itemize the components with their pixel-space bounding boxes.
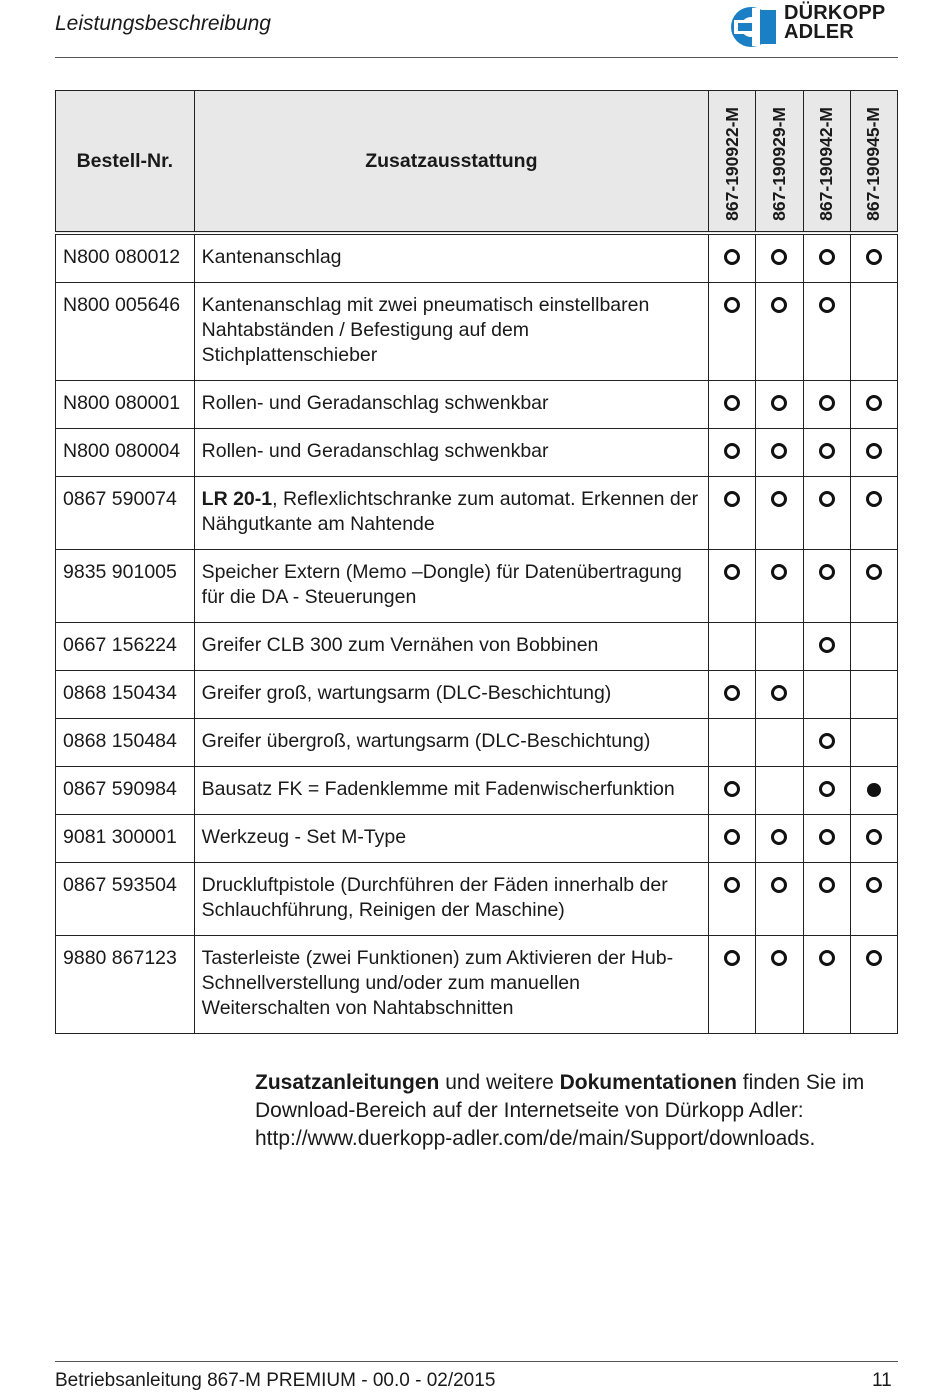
- equipment-description: [194, 671, 708, 719]
- table-row: [56, 477, 898, 550]
- description-text: , Reflexlichtschranke zum automat. Erkennen der Nähgutkante am Nahtende: [201, 488, 699, 535]
- description-text: Werkzeug - Set M-Type: [201, 826, 407, 848]
- availability-cell: [709, 381, 756, 429]
- order-number: 0868 150484: [56, 719, 195, 767]
- optional-ring-icon: [866, 877, 882, 893]
- optional-ring-icon: [771, 443, 787, 459]
- availability-cell: [803, 815, 850, 863]
- availability-cell: [850, 477, 897, 550]
- order-number: 9081 300001: [56, 815, 195, 863]
- table-header-row: [56, 91, 898, 234]
- availability-cell: [803, 233, 850, 283]
- order-number: 0868 150434: [56, 671, 195, 719]
- optional-ring-icon: [771, 564, 787, 580]
- optional-ring-icon: [866, 829, 882, 845]
- availability-cell: [756, 671, 803, 719]
- optional-ring-icon: [819, 249, 835, 265]
- availability-cell: [709, 719, 756, 767]
- optional-ring-icon: [819, 564, 835, 580]
- header-variant: [709, 91, 756, 234]
- optional-ring-icon: [724, 297, 740, 313]
- optional-ring-icon: [724, 564, 740, 580]
- order-number: N800 080012: [56, 233, 195, 283]
- availability-cell: [709, 550, 756, 623]
- equipment-description: [194, 936, 708, 1034]
- description-text: Speicher Extern (Memo –Dongle) für Datenübertragung für die DA - Steuerungen: [201, 561, 682, 608]
- header-variant: [756, 91, 803, 234]
- availability-cell: [803, 719, 850, 767]
- optional-ring-icon: [819, 297, 835, 313]
- table-row: [56, 936, 898, 1034]
- order-number: 0667 156224: [56, 623, 195, 671]
- availability-cell: [756, 429, 803, 477]
- equipment-description: [194, 767, 708, 815]
- optional-ring-icon: [724, 685, 740, 701]
- availability-cell: [709, 283, 756, 381]
- optional-ring-icon: [819, 443, 835, 459]
- optional-ring-icon: [866, 395, 882, 411]
- description-text: Greifer übergroß, wartungsarm (DLC-Beschichtung): [201, 730, 651, 752]
- description-text: Rollen- und Geradanschlag schwenkbar: [201, 392, 549, 414]
- optional-ring-icon: [724, 829, 740, 845]
- table-row: [56, 550, 898, 623]
- header-variant: [850, 91, 897, 234]
- footer-doc-title: Betriebsanleitung 867-M PREMIUM - 00.0 - 02/2015: [55, 1370, 496, 1391]
- availability-cell: [756, 767, 803, 815]
- order-number: N800 080004: [56, 429, 195, 477]
- availability-cell: [756, 623, 803, 671]
- order-number: 9880 867123: [56, 936, 195, 1034]
- availability-cell: [756, 550, 803, 623]
- description-text: Druckluftpistole (Durchführen der Fäden innerhalb der Schlauchführung, Reinigen der Maschine): [201, 874, 668, 921]
- availability-cell: [850, 381, 897, 429]
- availability-cell: [756, 863, 803, 936]
- order-number: 9835 901005: [56, 550, 195, 623]
- availability-cell: [850, 623, 897, 671]
- availability-cell: [803, 623, 850, 671]
- availability-cell: [803, 477, 850, 550]
- availability-cell: [756, 936, 803, 1034]
- header-rule: [55, 57, 898, 58]
- optional-ring-icon: [819, 950, 835, 966]
- availability-cell: [803, 283, 850, 381]
- equipment-description: [194, 623, 708, 671]
- table-row: [56, 283, 898, 381]
- optional-ring-icon: [819, 637, 835, 653]
- variant-label: 867-190922-M: [721, 107, 742, 221]
- header-order-number: Bestell-Nr.: [56, 91, 195, 234]
- table-row: [56, 815, 898, 863]
- documentation-note: [255, 1069, 905, 1153]
- equipment-description: [194, 863, 708, 936]
- optional-ring-icon: [771, 297, 787, 313]
- optional-ring-icon: [866, 249, 882, 265]
- optional-ring-icon: [771, 877, 787, 893]
- availability-cell: [709, 477, 756, 550]
- optional-ring-icon: [819, 781, 835, 797]
- availability-cell: [709, 429, 756, 477]
- optional-ring-icon: [771, 950, 787, 966]
- variant-label: 867-190929-M: [768, 107, 789, 221]
- logo-line-1: DÜRKOPP: [784, 2, 886, 24]
- optional-ring-icon: [819, 877, 835, 893]
- optional-ring-icon: [724, 249, 740, 265]
- availability-cell: [850, 863, 897, 936]
- optional-ring-icon: [866, 491, 882, 507]
- variant-label: 867-190942-M: [816, 107, 837, 221]
- equipment-description: [194, 719, 708, 767]
- order-number: 0867 593504: [56, 863, 195, 936]
- equipment-description: [194, 233, 708, 283]
- optional-ring-icon: [771, 395, 787, 411]
- optional-ring-icon: [819, 733, 835, 749]
- note-bold-2: Dokumentationen: [559, 1071, 737, 1094]
- optional-ring-icon: [724, 877, 740, 893]
- availability-cell: [709, 671, 756, 719]
- availability-cell: [756, 233, 803, 283]
- optional-ring-icon: [724, 950, 740, 966]
- note-text-1: und weitere: [439, 1071, 560, 1094]
- optional-ring-icon: [724, 395, 740, 411]
- availability-cell: [850, 233, 897, 283]
- optional-ring-icon: [771, 491, 787, 507]
- table-row: [56, 233, 898, 283]
- availability-cell: [850, 767, 897, 815]
- availability-cell: [709, 815, 756, 863]
- accessories-table: [55, 90, 898, 1034]
- description-bold: LR 20-1: [201, 488, 273, 510]
- optional-ring-icon: [866, 564, 882, 580]
- table-row: [56, 381, 898, 429]
- logo-line-2: ADLER: [784, 21, 854, 43]
- order-number: 0867 590074: [56, 477, 195, 550]
- equipment-description: [194, 381, 708, 429]
- equipment-description: [194, 550, 708, 623]
- logo-wordmark: [784, 4, 885, 42]
- availability-cell: [756, 381, 803, 429]
- availability-cell: [850, 283, 897, 381]
- optional-ring-icon: [724, 491, 740, 507]
- footer-rule: [55, 1361, 898, 1362]
- section-title: Leistungsbeschreibung: [55, 12, 271, 35]
- availability-cell: [756, 719, 803, 767]
- equipment-description: [194, 477, 708, 550]
- availability-cell: [709, 863, 756, 936]
- availability-cell: [709, 767, 756, 815]
- optional-ring-icon: [771, 249, 787, 265]
- availability-cell: [803, 550, 850, 623]
- availability-cell: [709, 936, 756, 1034]
- description-text: Kantenanschlag: [201, 246, 342, 268]
- variant-label: 867-190945-M: [863, 107, 884, 221]
- header-equipment: Zusatzausstattung: [194, 91, 708, 234]
- availability-cell: [850, 550, 897, 623]
- availability-cell: [803, 936, 850, 1034]
- availability-cell: [756, 815, 803, 863]
- availability-cell: [803, 767, 850, 815]
- order-number: 0867 590984: [56, 767, 195, 815]
- availability-cell: [803, 429, 850, 477]
- note-bold-1: Zusatzanleitungen: [255, 1071, 440, 1094]
- availability-cell: [756, 283, 803, 381]
- table-row: [56, 719, 898, 767]
- table-row: [56, 623, 898, 671]
- optional-ring-icon: [819, 395, 835, 411]
- description-text: Bausatz FK = Fadenklemme mit Fadenwischerfunktion: [201, 778, 675, 800]
- availability-cell: [850, 719, 897, 767]
- availability-cell: [850, 429, 897, 477]
- description-text: Tasterleiste (zwei Funktionen) zum Aktivieren der Hub-Schnellverstellung und/oder zum manuellen Weiterschalten von Nahtabschnitten: [201, 947, 674, 1019]
- duerkopp-adler-logo-icon: [730, 6, 782, 48]
- equipment-description: [194, 283, 708, 381]
- table-row: [56, 767, 898, 815]
- description-text: Kantenanschlag mit zwei pneumatisch einstellbaren Nahtabständen / Befestigung auf dem Stichplattenschieber: [201, 294, 650, 366]
- availability-cell: [803, 671, 850, 719]
- page-number: 11: [872, 1370, 892, 1391]
- availability-cell: [803, 381, 850, 429]
- optional-ring-icon: [771, 829, 787, 845]
- availability-cell: [850, 671, 897, 719]
- optional-ring-icon: [819, 829, 835, 845]
- brand-logo: [730, 4, 900, 48]
- order-number: N800 080001: [56, 381, 195, 429]
- table-row: [56, 863, 898, 936]
- description-text: Greifer CLB 300 zum Vernähen von Bobbinen: [201, 634, 599, 656]
- optional-ring-icon: [866, 950, 882, 966]
- optional-ring-icon: [819, 491, 835, 507]
- availability-cell: [756, 477, 803, 550]
- optional-ring-icon: [724, 443, 740, 459]
- table-row: [56, 429, 898, 477]
- availability-cell: [850, 936, 897, 1034]
- table-row: [56, 671, 898, 719]
- header-variant: [803, 91, 850, 234]
- equipment-description: [194, 429, 708, 477]
- note-text-2: finden Sie im Download-Bereich auf der Internetseite von Dürkopp Adler: http://www.duerkopp-adler.com/de/main/Support/downloads.: [255, 1071, 865, 1150]
- availability-cell: [850, 815, 897, 863]
- order-number: N800 005646: [56, 283, 195, 381]
- availability-cell: [709, 623, 756, 671]
- standard-dot-icon: [867, 783, 881, 797]
- availability-cell: [803, 863, 850, 936]
- description-text: Greifer groß, wartungsarm (DLC-Beschichtung): [201, 682, 612, 704]
- optional-ring-icon: [724, 781, 740, 797]
- availability-cell: [709, 233, 756, 283]
- optional-ring-icon: [771, 685, 787, 701]
- equipment-description: [194, 815, 708, 863]
- optional-ring-icon: [866, 443, 882, 459]
- description-text: Rollen- und Geradanschlag schwenkbar: [201, 440, 549, 462]
